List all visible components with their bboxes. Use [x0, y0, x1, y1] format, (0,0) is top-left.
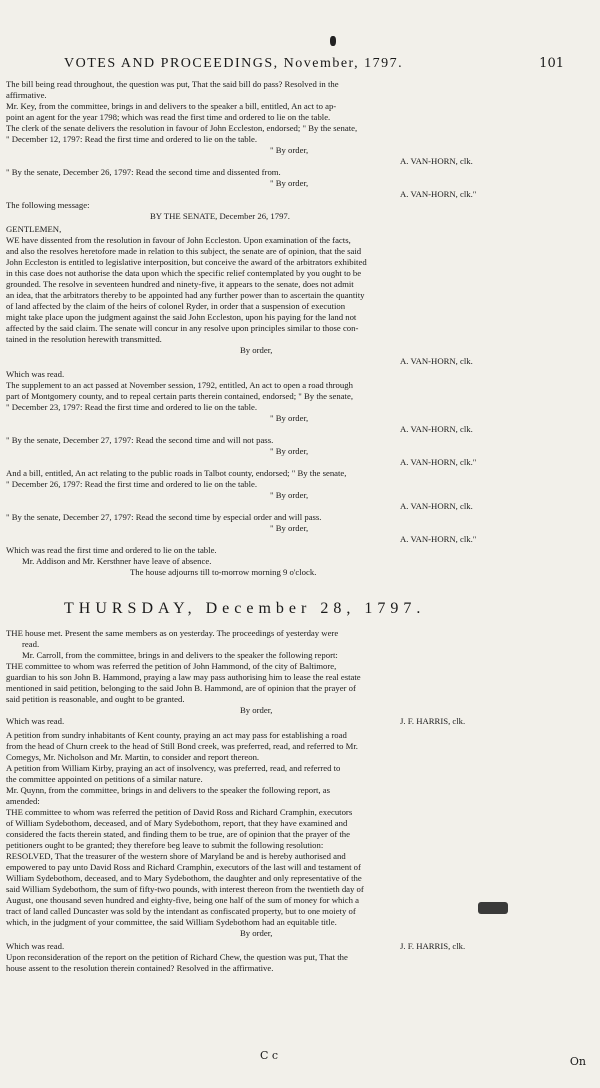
text-line: John Eccleston is entitled to legislative interposition, but conceive the award of the arbitrators exhibited: [6, 257, 367, 267]
text-line: Upon reconsideration of the report on the petition of Richard Chew, the question was put, That the: [6, 952, 348, 962]
text-line: J. F. HARRIS, clk.: [400, 941, 466, 951]
text-line: Which was read.: [6, 941, 65, 951]
text-line: Comegys, Mr. Nicholson and Mr. Martin, to consider and report thereon.: [6, 752, 260, 762]
text-line: A petition from William Kirby, praying an act of insolvency, was preferred, read, and referred to: [6, 763, 341, 773]
text-line: " By order,: [270, 490, 309, 500]
text-line: By order,: [240, 928, 273, 938]
text-line: " By order,: [270, 178, 309, 188]
text-line: part of Montgomery county, and to repeal certain parts therein contained, endorsed; " By the senate,: [6, 391, 353, 401]
text-line: The supplement to an act passed at November session, 1792, entitled, An act to open a road through: [6, 380, 353, 390]
text-line: Which was read the first time and ordered to lie on the table.: [6, 545, 217, 555]
text-line: said petition is reasonable, and ought to be granted.: [6, 694, 185, 704]
text-line: " December 26, 1797: Read the first time and ordered to lie on the table.: [6, 479, 258, 489]
text-line: of William Sydebothom, deceased, and of Mary Sydebothom, report, that they have examined and: [6, 818, 348, 828]
text-line: empowered to pay unto David Ross and Richard Cramphin, executors of the last will and testament of: [6, 862, 361, 872]
text-line: tained in the resolution herewith transmitted.: [6, 334, 162, 344]
text-line: RESOLVED, That the treasurer of the western shore of Maryland be and is hereby authorised and: [6, 851, 346, 861]
text-line: from the head of Churn creek to the head of Still Bond creek, was preferred, read, and referred to Mr.: [6, 741, 358, 751]
catchword: On: [569, 1055, 586, 1068]
text-line: The bill being read throughout, the question was put, That the said bill do pass? Resolved in the: [6, 79, 339, 89]
text-line: tract of land called Duncaster was sold by the intendant as confiscated property, but to one moiety of: [6, 906, 356, 916]
text-line: A. VAN-HORN, clk.: [400, 424, 473, 434]
ink-speck: [330, 36, 336, 46]
text-line: August, one thousand seven hundred and eighty-five, being one half of the sum of money for which a: [6, 895, 359, 905]
text-line: Mr. Quynn, from the committee, brings in and delivers to the speaker the following report, as: [6, 785, 331, 795]
text-line: A. VAN-HORN, clk.": [400, 189, 477, 199]
text-line: " By order,: [270, 145, 309, 155]
text-line: William Sydebothom, deceased, and to Mary Sydebothom, the daughter and only representative of the: [6, 873, 362, 883]
text-line: affected by the said claim. The senate will concur in any resolve upon principles similar to those con-: [6, 323, 359, 333]
text-line: " By the senate, December 27, 1797: Read the second time and will not pass.: [6, 435, 274, 445]
text-line: The clerk of the senate delivers the resolution in favour of John Eccleston, endorsed; " By the senate,: [6, 123, 358, 133]
text-line: GENTLEMEN,: [6, 224, 62, 234]
text-line: " By order,: [270, 446, 309, 456]
text-line: which, in the judgment of your committee, the said William Sydebothom had an equitable title.: [6, 917, 337, 927]
text-line: THE committee to whom was referred the petition of John Hammond, of the city of Baltimore,: [6, 661, 337, 671]
text-line: affirmative.: [6, 90, 47, 100]
text-line: considered the facts therein stated, and finding them to be true, are of opinion that the prayer of the: [6, 829, 351, 839]
text-line: THE house met. Present the same members as on yesterday. The proceedings of yesterday were: [6, 628, 339, 638]
text-line: A. VAN-HORN, clk.: [400, 501, 473, 511]
text-line: A. VAN-HORN, clk.": [400, 534, 477, 544]
text-line: A petition from sundry inhabitants of Kent county, praying an act may pass for establishing a road: [6, 730, 347, 740]
text-line: BY THE SENATE, December 26, 1797.: [150, 211, 290, 221]
text-line: " December 12, 1797: Read the first time and ordered to lie on the table.: [6, 134, 258, 144]
text-line: guardian to his son John B. Hammond, praying a law may pass authorising him to lease the real estate: [6, 672, 361, 682]
text-line: The house adjourns till to-morrow morning 9 o'clock.: [130, 567, 317, 577]
text-line: and also the resolves heretofore made in relation to this subject, the senate are of opinion, that the said: [6, 246, 362, 256]
running-title: VOTES AND PROCEEDINGS, November, 1797.: [64, 56, 404, 71]
text-line: The following message:: [6, 200, 90, 210]
text-line: " By the senate, December 27, 1797: Read the second time by especial order and will pass.: [6, 512, 322, 522]
text-line: of land affected by the claim of the heirs of colonel Ryder, in order that a suspension of execution: [6, 301, 346, 311]
text-line: " December 23, 1797: Read the first time and ordered to lie on the table.: [6, 402, 258, 412]
text-line: read.: [22, 639, 40, 649]
text-line: said William Sydebothom, the sum of fifty-two pounds, with interest thereon from the twentieth day of: [6, 884, 364, 894]
text-line: might take place upon the judgment against the said John Eccleston, upon his paying for the land not: [6, 312, 357, 322]
text-line: house assent to the resolution therein contained? Resolved in the affirmative.: [6, 963, 274, 973]
text-line: " By order,: [270, 523, 309, 533]
text-line: J. F. HARRIS, clk.: [400, 716, 466, 726]
page-number: 101: [539, 56, 564, 71]
text-line: A. VAN-HORN, clk.: [400, 156, 473, 166]
day-heading: THURSDAY, December 28, 1797.: [64, 600, 426, 617]
text-line: A. VAN-HORN, clk.": [400, 457, 477, 467]
text-line: " By the senate, December 26, 1797: Read the second time and dissented from.: [6, 167, 281, 177]
text-line: WE have dissented from the resolution in favour of John Eccleston. Upon examination of the facts,: [6, 235, 351, 245]
text-line: Mr. Carroll, from the committee, brings in and delivers to the speaker the following report:: [22, 650, 338, 660]
text-line: By order,: [240, 345, 273, 355]
text-line: amended:: [6, 796, 40, 806]
text-line: an idea, that the arbitrators thereby to be appointed had any further power than to ascertain the quantity: [6, 290, 365, 300]
text-line: point an agent for the year 1798; which was read the first time and ordered to lie on the table.: [6, 112, 331, 122]
text-line: And a bill, entitled, An act relating to the public roads in Talbot county, endorsed; " By the senate,: [6, 468, 347, 478]
text-line: grounded. The resolve in seventeen hundred and ninety-five, it appears to the senate, does not admit: [6, 279, 354, 289]
text-line: A. VAN-HORN, clk.: [400, 356, 473, 366]
text-line: petitioners ought to be granted; they therefore beg leave to submit the following resolution:: [6, 840, 324, 850]
ink-blot: [478, 902, 508, 914]
text-line: By order,: [240, 705, 273, 715]
text-line: THE committee to whom was referred the petition of David Ross and Richard Cramphin, executors: [6, 807, 353, 817]
text-line: the committee appointed on petitions of a similar nature.: [6, 774, 203, 784]
text-line: mentioned in said petition, belonging to the said John B. Hammond, are of opinion that the prayer of: [6, 683, 356, 693]
text-line: in this case does not authorise the data upon which the specific relief contemplated by you ought to be: [6, 268, 362, 278]
text-line: Mr. Addison and Mr. Kersthner have leave of absence.: [22, 556, 212, 566]
text-line: Which was read.: [6, 369, 65, 379]
running-header: [64, 56, 564, 76]
signature-mark: C c: [260, 1049, 279, 1062]
text-line: Mr. Key, from the committee, brings in and delivers to the speaker a bill, entitled, An act to ap-: [6, 101, 337, 111]
text-line: Which was read.: [6, 716, 65, 726]
text-line: " By order,: [270, 413, 309, 423]
